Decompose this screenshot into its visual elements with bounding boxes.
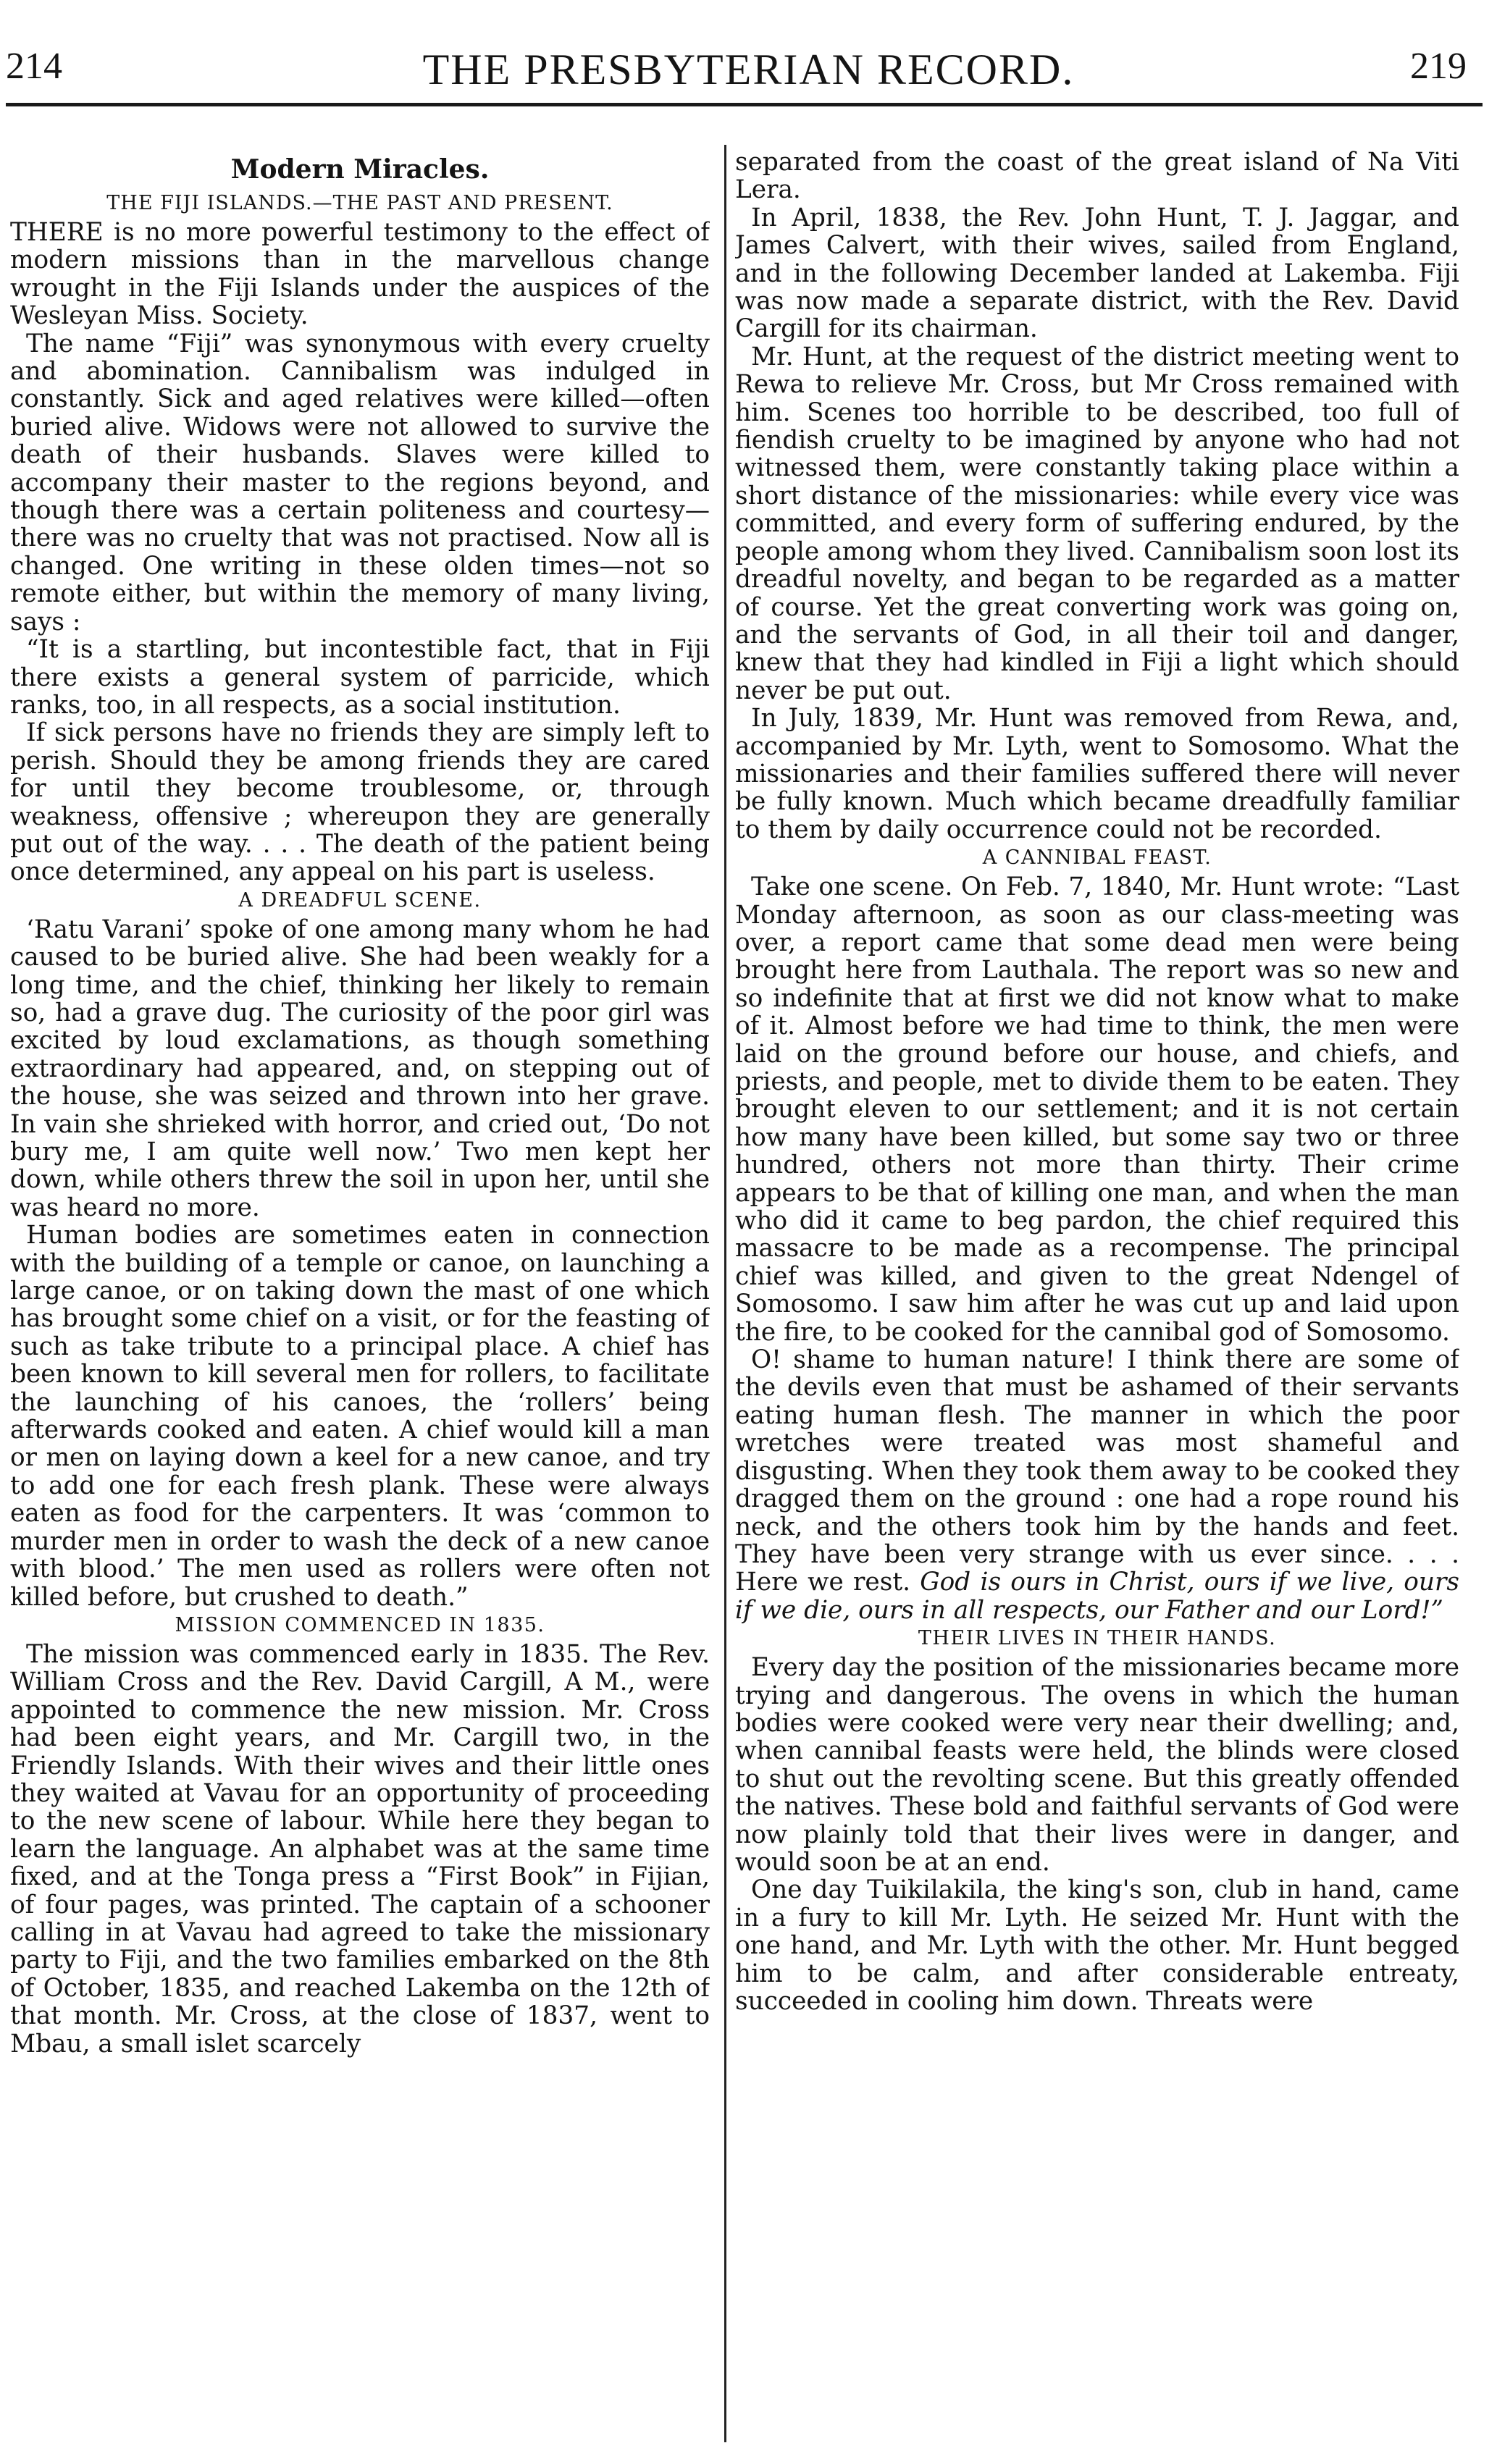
article-subtitle: THE FIJI ISLANDS.—THE PAST AND PRESENT.	[106, 192, 613, 214]
paragraph: “It is a startling, but incontestible fact, that in Fiji there exists a general system of parricide, which ranks, too, in all respects, as a social institution.	[10, 635, 710, 720]
section-heading-mission-commenced: MISSION COMMENCED IN 1835.	[175, 1613, 545, 1636]
paragraph: Take one scene. On Feb. 7, 1840, Mr. Hunt wrote: “Last Monday afternoon, as soon as our class-meeting was over, a report came that some dead men were being brought here from Lauthala. The report was so new and so indefinite that at first we did not know what to make of it. Almost before we had time to think, the men were laid on the ground before our house, and chiefs, and priests, and people, met to divide them to be eaten. They brought eleven to our settlement; and it is not certain how many have been killed, but some say two or three hundred, others not more than thirty. Their crime appears to be that of killing one man, and when the man who did it came to beg pardon, the chief required this massacre to be made as a recompense. The principal chief was killed, and given to the great Ndengel of Somosomo. I saw him after he was cut up and laid upon the fire, to be cooked for the cannibal god of Somosomo.	[735, 873, 1459, 1347]
page-number-left: 214	[6, 46, 62, 87]
section-heading-dreadful-scene: A DREADFUL SCENE.	[238, 888, 482, 912]
publication-title: THE PRESBYTERIAN RECORD.	[422, 46, 1075, 93]
paragraph: ‘Ratu Varani’ spoke of one among many whom he had caused to be buried alive. She had been weakly for a long time, and the chief, thinking her likely to remain so, had a grave dug. The curiosity of the poor girl was excited by loud exclamations, as though something extraordinary had appeared, and, on stepping out of the house, she was seized and thrown into her grave. In vain she shrieked with horror, and cried out, ‘Do not bury me, I am quite well now.’ Two men kept her down, while others threw the soil in upon her, until she was heard no more.	[10, 914, 710, 1222]
italic-quote: God is ours in Christ, ours if we live, ours if we die, ours in all respects, our Father and our Lord!”	[735, 1568, 1459, 1625]
paragraph-text: O! shame to human nature! I think there are some of the devils even that must be ashamed of their servants eating human flesh. The manner in which the poor wretches were treated was most shameful and disgusting. When they took them away to be cooked they dragged them on the ground : one had a rope round his neck, and the others took him by the hands and feet. They have been very strange with us ever since. . . . Here we rest.	[735, 1345, 1459, 1597]
right-column	[735, 148, 1459, 2015]
paragraph: The mission was commenced early in 1835. The Rev. William Cross and the Rev. David Cargill, A M., were appointed to commence the new mission. Mr. Cross had been eight years, and Mr. Cargill two, in the Friendly Islands. With their wives and their little ones they waited at Vavau for an opportunity of proceeding to the new scene of labour. While here they began to learn the language. An alphabet was at the same time fixed, and at the Tonga press a “First Book” in Fijian, of four pages, was printed. The captain of a schooner calling in at Vavau had agreed to take the missionary party to Fiji, and the two families embarked on the 8th of October, 1835, and reached Lakemba on the 12th of that month. Mr. Cross, at the close of 1837, went to Mbau, a small islet scarcely	[10, 1639, 710, 2058]
paragraph: If sick persons have no friends they are simply left to perish. Should they be among friends they are cared for until they become troublesome, or, through weakness, offensive ; whereupon they are generally put out of the way. . . . The death of the patient being once determined, any appeal on his part is useless.	[10, 718, 710, 887]
paragraph: Human bodies are sometimes eaten in connection with the building of a temple or canoe, on launching a large canoe, or on taking down the mast of one which has brought some chief on a visit, or for the feasting of such as take tribute to a principal place. A chief has been known to kill several men for rollers, to facilitate the launching of his canoes, the ‘rollers’ being afterwards cooked and eaten. A chief would kill a man or men on laying down a keel for a new canoe, and try to add one for each fresh plank. These were always eaten as food for the carpenters. It was ‘common to murder men in order to wash the deck of a new canoe with blood.’ The men used as rollers were often not killed before, but crushed to death.”	[10, 1221, 710, 1612]
page-number-right: 219	[1410, 46, 1467, 87]
paragraph: One day Tuikilakila, the king's son, club in hand, came in a fury to kill Mr. Lyth. He seized Mr. Hunt with the one hand, and Mr. Lyth with the other. Mr. Hunt begged him to be calm, and after considerable entreaty, succeeded in cooling him down. Threats were	[735, 1875, 1459, 2016]
paragraph: In July, 1839, Mr. Hunt was removed from Rewa, and, accompanied by Mr. Lyth, went to Somosomo. What the missionaries and their families suffered there will never be fully known. Much which became dreadfully familiar to them by daily occurrence could not be recorded.	[735, 704, 1459, 844]
paragraph: separated from the coast of the great island of Na Viti Lera.	[735, 148, 1459, 205]
left-column	[10, 148, 710, 2058]
section-heading-their-lives: THEIR LIVES IN THEIR HANDS.	[918, 1627, 1277, 1650]
paragraph: Mr. Hunt, at the request of the district meeting went to Rewa to relieve Mr. Cross, but Mr Cross remained with him. Scenes too horrible to be described, too full of fiendish cruelty to be imagined by anyone who had not witnessed them, were constantly taking place within a short distance of the missionaries: while every vice was committed, and every form of suffering endured, by the people among whom they lived. Cannibalism soon lost its dreadful novelty, and began to be regarded as a matter of course. Yet the great converting work was going on, and the servants of God, in all their toil and danger, knew that they had kindled in Fiji a light which should never be put out.	[735, 342, 1459, 705]
paragraph: In April, 1838, the Rev. John Hunt, T. J. Jaggar, and James Calvert, with their wives, sailed from England, and in the following December landed at Lakemba. Fiji was now made a separate district, with the Rev. David Cargill for its chairman.	[735, 203, 1459, 344]
paragraph: THERE is no more powerful testimony to the effect of modern missions than in the marvellous change wrought in the Fiji Islands under the auspices of the Wesleyan Miss. Society.	[10, 218, 710, 331]
header-rule	[6, 103, 1483, 106]
paragraph: Every day the position of the missionaries became more trying and dangerous. The ovens in which the human bodies were cooked were very near their dwelling; and, when cannibal feasts were held, the blinds were closed to shut out the revolting scene. But this greatly offended the natives. These bold and faithful servants of God were now plainly told that their lives were in danger, and would soon be at an end.	[735, 1653, 1459, 1877]
article-title: Modern Miracles.	[230, 154, 490, 185]
paragraph	[735, 1346, 1459, 1624]
paragraph: The name “Fiji” was synonymous with every cruelty and abomination. Cannibalism was indulged in constantly. Sick and aged relatives were killed—often buried alive. Widows were not allowed to survive the death of their husbands. Slaves were killed to accompany their master to the regions beyond, and though there was a certain politeness and courtesy—there was no cruelty that was not practised. Now all is changed. One writing in these olden times—not so remote either, but within the memory of many living, says :	[10, 329, 710, 636]
column-divider	[724, 145, 726, 2442]
section-heading-cannibal-feast: A CANNIBAL FEAST.	[982, 846, 1212, 870]
